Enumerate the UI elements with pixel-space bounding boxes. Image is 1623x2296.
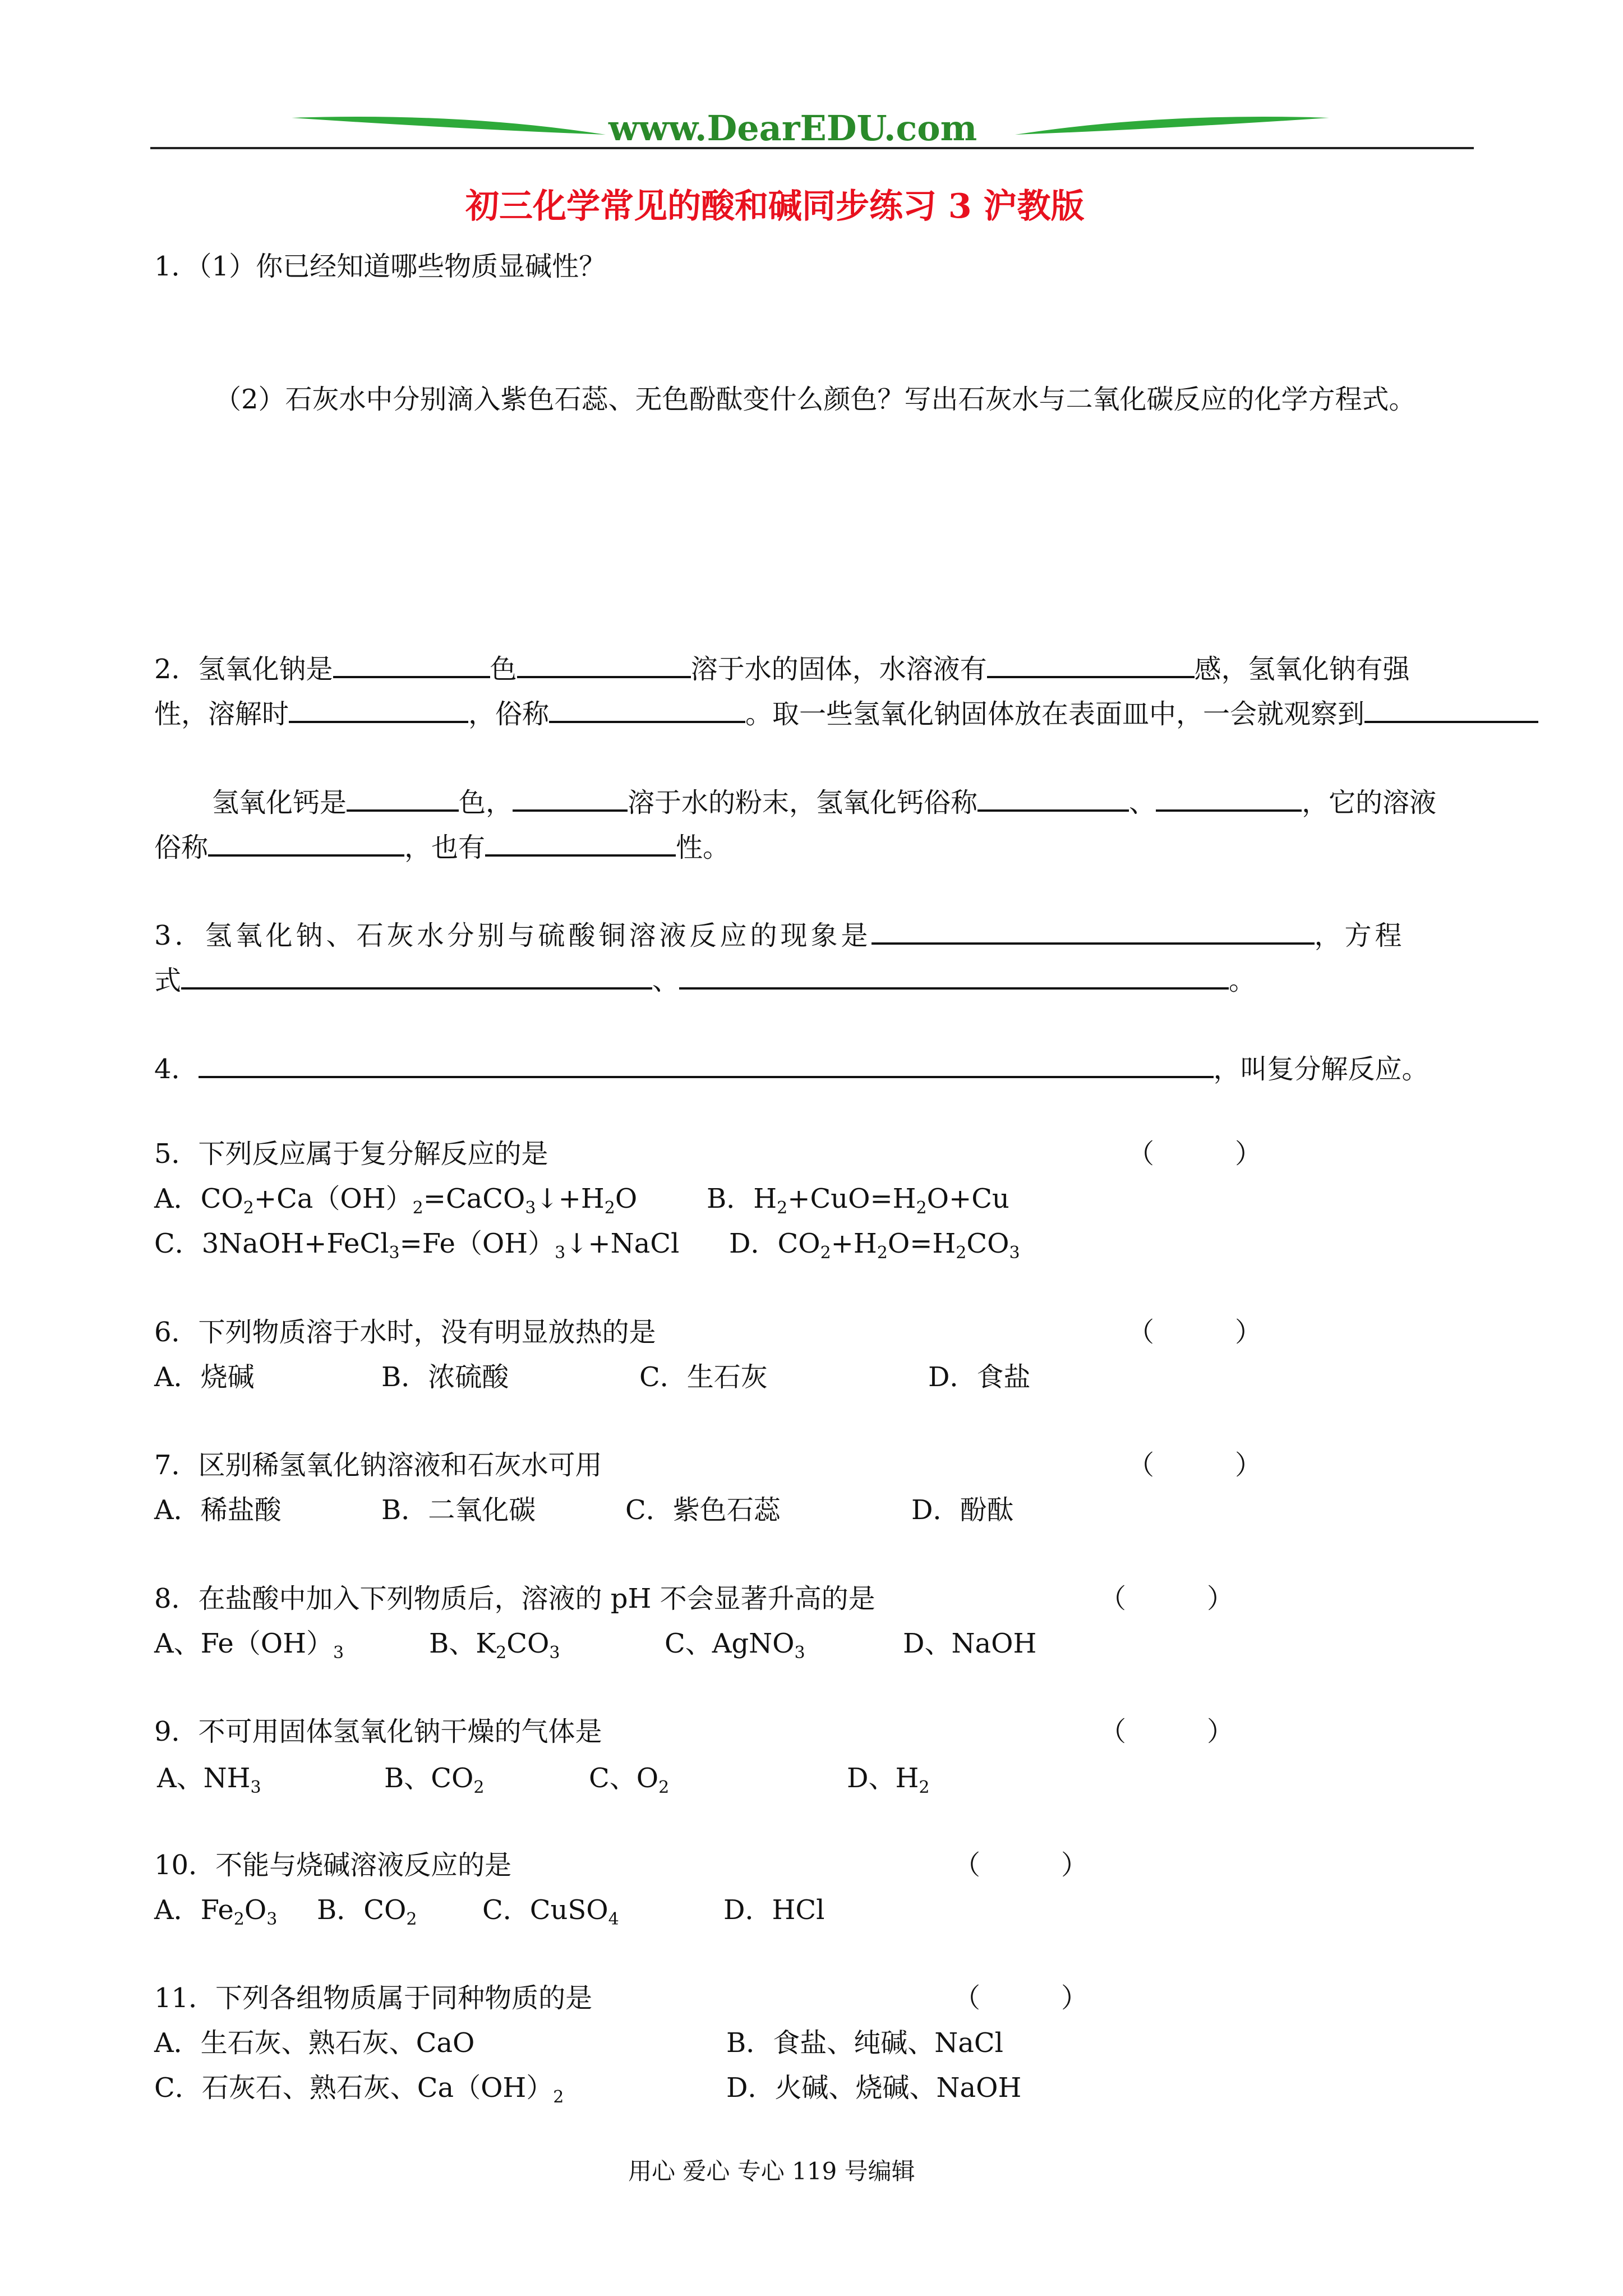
q7-option-a[interactable]: A．稀盐酸	[154, 1494, 282, 1526]
q5-option-a[interactable]: A．$CO_2+Ca(OH)_2=CaCO_3↓+H_2O$	[154, 1183, 638, 1218]
q11-option-d[interactable]: D．火碱、烧碱、NaOH	[726, 2072, 1022, 2104]
blank[interactable]	[181, 960, 652, 990]
q9-paren: （ ）	[1099, 1716, 1234, 1747]
q1-part2: （2）石灰水中分别滴入紫色石蕊、无色酚酞变什么颜色？写出石灰水与二氧化碳反应的化学方程式。	[214, 384, 1416, 415]
q11-option-b[interactable]: B．食盐、纯碱、NaCl	[726, 2027, 1003, 2059]
q8-stem: 8．在盐酸中加入下列物质后，溶液的 pH 不会显著升高的是	[154, 1583, 875, 1614]
blank[interactable]	[1364, 694, 1538, 723]
q5-stem: 5．下列反应属于复分解反应的是	[154, 1138, 548, 1170]
blank[interactable]	[347, 783, 459, 812]
q11-option-c[interactable]: C．石灰石、熟石灰、$Ca(OH)_2$	[154, 2072, 564, 2107]
q8-option-b[interactable]: B、$K_2CO_3$	[429, 1628, 560, 1663]
q9-stem: 9．不可用固体氢氧化钠干燥的气体是	[154, 1716, 602, 1747]
q7-stem: 7．区别稀氢氧化钠溶液和石灰水可用	[154, 1450, 602, 1481]
q2-line2: 性，溶解时 ，俗称 。取一些氢氧化钠固体放在表面皿中，一会就观察到	[154, 694, 1538, 731]
banner-swoosh-right	[1015, 117, 1329, 135]
q5-paren: （ ）	[1127, 1138, 1262, 1170]
q10-paren: （ ）	[953, 1849, 1089, 1881]
blank[interactable]	[208, 827, 404, 857]
blank[interactable]	[513, 783, 628, 812]
q6-option-b[interactable]: B．浓硫酸	[381, 1361, 509, 1393]
q7-option-b[interactable]: B．二氧化碳	[381, 1494, 536, 1526]
q8-option-d[interactable]: D、NaOH	[903, 1628, 1037, 1659]
q4-line: 4． ，叫复分解反应。	[154, 1049, 1429, 1086]
blank[interactable]	[987, 649, 1195, 678]
blank[interactable]	[517, 649, 691, 678]
blank[interactable]	[978, 783, 1129, 812]
q6-option-d[interactable]: D．食盐	[928, 1361, 1031, 1393]
q7-option-d[interactable]: D．酚酞	[911, 1494, 1014, 1526]
q2-line3: 氢氧化钙是 色， 溶于水的粉末，氢氧化钙俗称 、 ，它的溶液	[212, 783, 1436, 820]
banner-logo-text: www.DearEDU.com	[608, 108, 978, 149]
q5-option-d[interactable]: D．$CO_2+H_2O=H_2CO_3$	[729, 1228, 1020, 1263]
banner-swoosh-left	[292, 117, 606, 135]
q5-option-c[interactable]: C．$3NaOH+FeCl_3=Fe(OH)_3↓+NaCl$	[154, 1228, 680, 1263]
blank[interactable]	[549, 694, 745, 723]
q7-option-c[interactable]: C．紫色石蕊	[625, 1494, 781, 1526]
q9-option-d[interactable]: D、$H_2$	[847, 1763, 930, 1797]
q6-option-c[interactable]: C．生石灰	[639, 1361, 768, 1393]
blank[interactable]	[289, 694, 468, 723]
blank[interactable]	[872, 915, 1315, 945]
q6-paren: （ ）	[1127, 1317, 1262, 1348]
page-footer: 用心 爱心 专心 119 号编辑	[628, 2157, 915, 2185]
blank[interactable]	[333, 649, 490, 678]
q8-option-a[interactable]: A、$Fe(OH)_3$	[154, 1628, 344, 1663]
q1-part1: 1．（1）你已经知道哪些物质显碱性？	[154, 251, 606, 282]
page-title: 初三化学常见的酸和碱同步练习 3 沪教版	[465, 187, 1085, 226]
q9-option-c[interactable]: C、$O_2$	[589, 1763, 670, 1797]
q6-stem: 6．下列物质溶于水时，没有明显放热的是	[154, 1317, 656, 1348]
q10-option-a[interactable]: A．$Fe_2O_3$	[154, 1894, 278, 1929]
q7-paren: （ ）	[1127, 1450, 1262, 1481]
q2-line1: 2．氢氧化钠是 色 溶于水的固体，水溶液有 感，氢氧化钠有强	[154, 649, 1410, 686]
q10-option-b[interactable]: B．$CO_2$	[317, 1894, 417, 1929]
q3-line2: 式 、 。	[154, 960, 1256, 997]
blank[interactable]	[485, 827, 676, 857]
blank[interactable]	[199, 1049, 1214, 1078]
q5-option-b[interactable]: B．$H_2+CuO=H_2O+Cu$	[707, 1183, 1009, 1218]
blank[interactable]	[1156, 783, 1302, 812]
q8-paren: （ ）	[1099, 1583, 1234, 1614]
q10-stem: 10．不能与烧碱溶液反应的是	[154, 1849, 512, 1881]
q11-option-a[interactable]: A．生石灰、熟石灰、CaO	[154, 2027, 475, 2059]
q8-option-c[interactable]: C、AgNO$_3$	[665, 1628, 805, 1663]
blank[interactable]	[679, 960, 1229, 990]
q11-stem: 11．下列各组物质属于同种物质的是	[154, 1982, 593, 2014]
q9-option-b[interactable]: B、$CO_2$	[384, 1763, 485, 1797]
q9-option-a[interactable]: A、$NH_3$	[157, 1763, 261, 1797]
q11-paren: （ ）	[953, 1982, 1089, 2014]
q10-option-c[interactable]: C．CuSO$_4$	[482, 1894, 619, 1929]
q3-line1: 3．氢氧化钠、石灰水分别与硫酸铜溶液反应的现象是 ，方程	[154, 915, 1405, 953]
q6-option-a[interactable]: A．烧碱	[154, 1361, 255, 1393]
banner-rule	[150, 147, 1474, 149]
q2-line4: 俗称 ，也有 性。	[154, 827, 730, 864]
q10-option-d[interactable]: D．HCl	[723, 1894, 825, 1926]
